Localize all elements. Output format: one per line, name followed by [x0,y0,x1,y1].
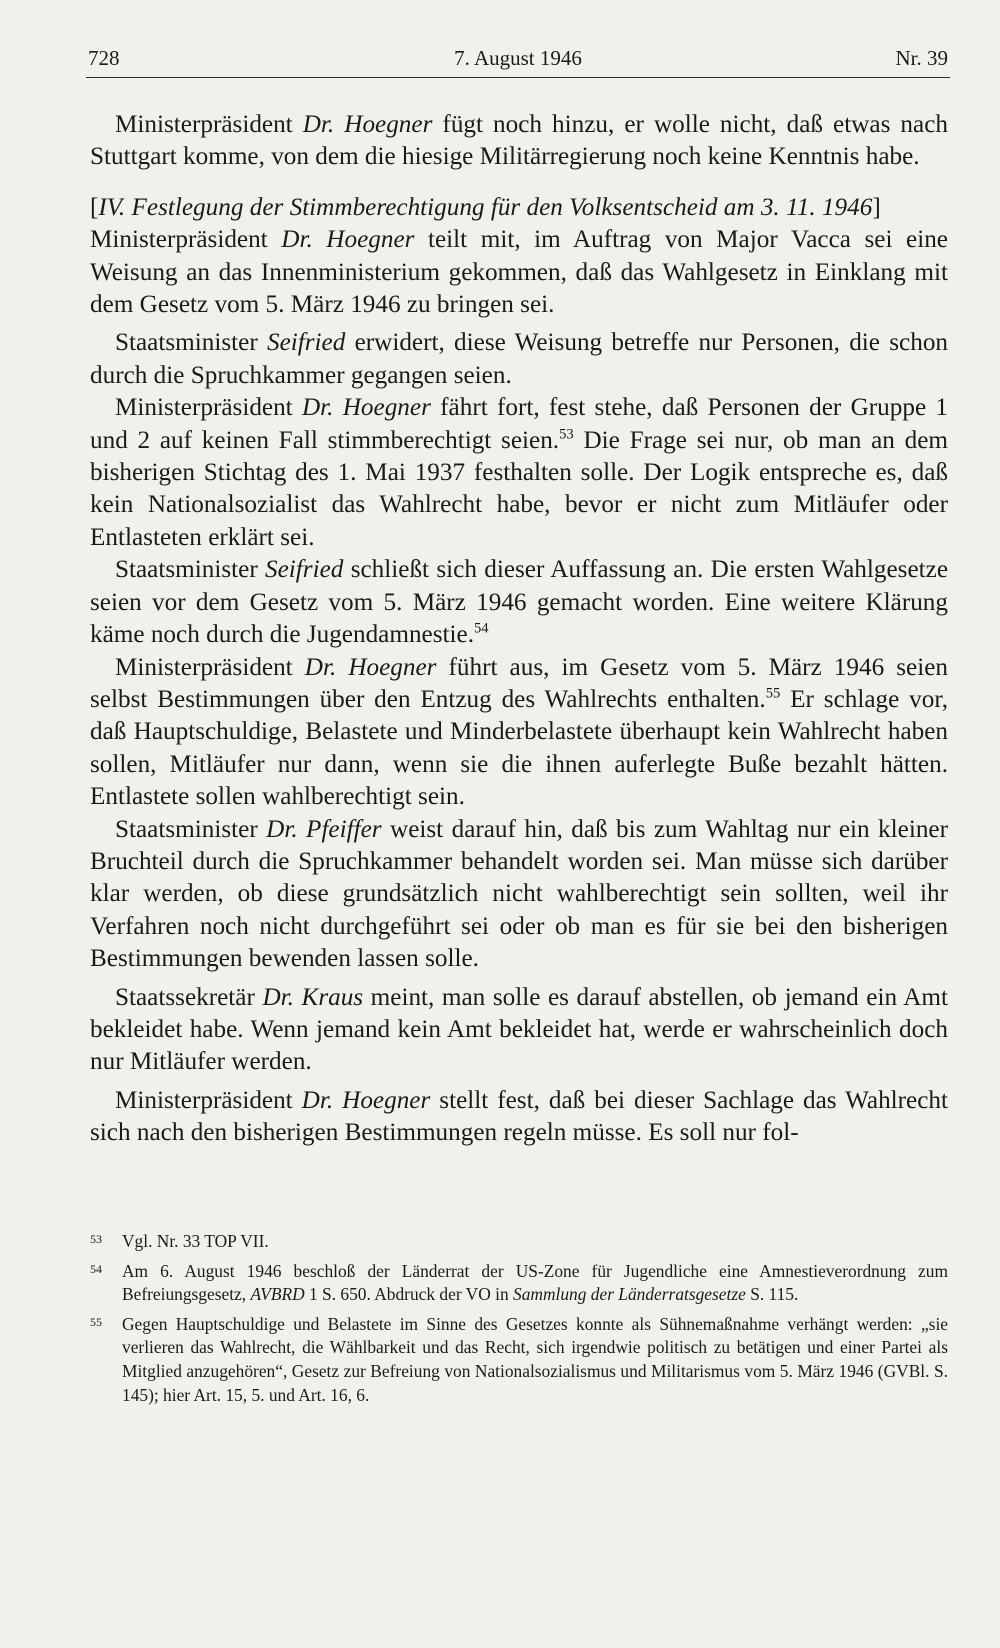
source-title: AVBRD [250,1284,305,1305]
speaker-name: Seifried [265,556,344,584]
paragraph-1 [90,109,948,174]
heading-text: IV. Festlegung der Stimmberechtigung für den Volksentscheid am 3. 11. 1946 [98,193,873,221]
text-run: stellt fest, daß bei dieser Sachlage das Wahlrecht sich nach den bisherigen Bestimmungen regeln müsse. Es soll nur fol- [90,1086,948,1147]
text-run: fährt fort, fest stehe, daß Personen der Gruppe 1 und 2 auf keinen Fall stimmberechtigt seien. [90,394,948,454]
text-run: S. 115. [745,1284,799,1305]
footnote-ref[interactable]: 54 [474,620,489,637]
footnote-number: 54 [90,1261,102,1276]
speaker-name: Dr. Kraus [262,983,364,1011]
text-run: Staatsminister [115,815,267,843]
text-run: fügt noch hinzu, er wolle nicht, daß etwas nach Stuttgart komme, von dem die hiesige Militärregierung noch keine Kenntnis habe. [90,111,948,171]
footnote-ref[interactable]: 53 [559,426,574,443]
text-run: teilt mit, im Auftrag von Major Vacca sei eine Weisung an das Innenministerium gekommen, daß das Wahlgesetz in Einklang mit dem Gesetz vom 5. März 1946 zu bringen sei. [90,226,948,319]
footnote [90,1313,948,1407]
speaker-name: Seifried [266,329,346,357]
speaker-name: Dr. Hoegner [281,226,415,254]
text-run: Ministerpräsident [115,111,303,138]
footnote-ref[interactable]: 55 [765,685,781,702]
paragraph-9 [90,1085,948,1150]
text-run: Ministerpräsident [90,226,282,254]
speaker-name: Dr. Hoegner [301,1086,431,1114]
text-run: weist darauf hin, daß bis zum Wahltag nur ein kleiner Bruchteil durch die Spruchkammer behandelt worden sei. Man müsse sich darüber klar werden, ob diese grundsätzlich nicht wahlberechtigt sein sollten, weil ihr Verfahren noch nicht durchgeführt sei oder ob man es für sie bei den bisherigen Bestimmungen bewenden lassen solle. [90,815,948,973]
text-run: führt aus, im Gesetz vom 5. März 1946 seien selbst Bestimmungen über den Entzug des Wahlrechts enthalten. [90,653,948,713]
bracket-open: [ [90,193,99,221]
text-run: Staatssekretär [115,983,263,1011]
text-run: 1 S. 650. Abdruck der VO in [304,1284,513,1305]
footnote-text [122,1230,948,1254]
page-number: 728 [88,46,120,70]
paragraph-5 [90,554,948,651]
bracket-close: ] [872,193,881,221]
source-title: Sammlung der Länderratsgesetze [513,1284,746,1305]
speaker-name: Dr. Pfeiffer [266,815,382,843]
footnote [90,1230,948,1254]
agenda-heading [90,192,948,224]
paragraph-6 [90,652,948,814]
text-run: Ministerpräsident [115,394,302,422]
text-run: Am 6. August 1946 beschloß der Länderrat der US-Zone für Jugendliche eine Amnestieverordnung zum Befreiungsgesetz, [122,1260,948,1305]
speaker-name: Dr. Hoegner [304,653,437,681]
text-run: erwidert, diese Weisung betreffe nur Personen, die schon durch die Spruchkammer gegangen seien. [90,329,949,389]
paragraph-3 [90,327,948,392]
speaker-name: Dr. Hoegner [302,111,433,138]
text-run: Ministerpräsident [115,1086,302,1114]
text-run: Ministerpräsident [115,653,305,681]
footnote-number: 53 [90,1232,102,1246]
paragraph-4 [90,392,948,554]
paragraph-8 [90,982,948,1079]
paragraph-7 [90,814,948,976]
main-text [90,109,948,1150]
text-run: meint, man solle es darauf abstellen, ob jemand ein Amt bekleidet habe. Wenn jemand kein Amt bekleidet hat, werde er wahrscheinlich doch nur Mitläufer werden. [90,983,948,1076]
running-header [88,42,948,76]
text-run: Gegen Hauptschuldige und Belastete im Sinne des Gesetzes konnte als Sühnemaßnahme verhängt werden: „sie verlieren das Wahlrecht, die Wählbarkeit und das Recht, sich irgendwie politisch zu betätigen und einer Partei als Mitglied anzugehören“, Gesetz zur Befreiung von Nationalsozialismus und Militarismus vom 5. März 1946 (GVBl. S. 145); hier Art. 15, 5. und Art. 16, 6. [122,1313,948,1405]
footnote-text [122,1260,948,1307]
footnote [90,1260,948,1307]
footnote-number: 55 [90,1314,102,1329]
document-number: Nr. 39 [895,46,948,70]
header-rule [86,77,950,78]
text-run: schließt sich dieser Auffassung an. Die ersten Wahlgesetze seien vor dem Gesetz vom 5. März 1946 gemacht worden. Eine weitere Klärung käme noch durch die Jugendamnestie. [90,556,948,649]
footnotes [90,1230,948,1413]
text-run: Die Frage sei nur, ob man an dem bisherigen Stichtag des 1. Mai 1937 festhalten solle. Der Logik entspreche es, daß kein Nationalsozialist das Wahlrecht habe, bevor er nicht zum Mitläufer oder Entlasteten erklärt sei. [90,426,948,551]
text-run: Er schlage vor, daß Hauptschuldige, Belastete und Minderbelastete überhaupt kein Wahlrecht haben sollen, Mitläufer nur dann, wenn sie die ihnen auferlegte Buße bezahlt hätten. Entlastete sollen wahlberechtigt sein. [90,685,948,811]
text-run: Vgl. Nr. 33 TOP VII. [122,1231,269,1251]
text-run: Staatsminister [115,556,266,584]
paragraph-2 [90,224,948,321]
header-date: 7. August 1946 [454,46,582,70]
speaker-name: Dr. Hoegner [301,394,431,422]
footnote-text [122,1313,948,1407]
text-run: Staatsminister [115,329,267,357]
